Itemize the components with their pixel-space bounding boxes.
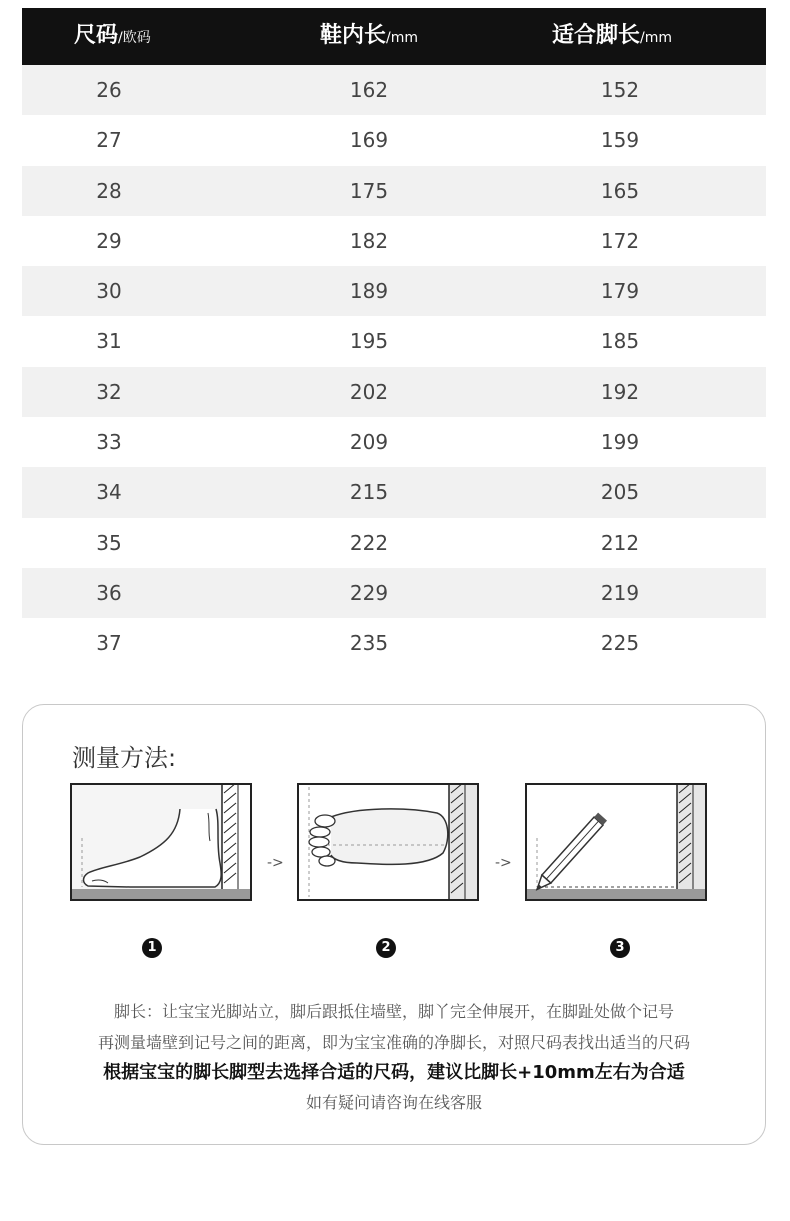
size-chart-table — [22, 8, 766, 656]
cell-size: 34 — [96, 480, 122, 505]
cell-size: 32 — [96, 379, 122, 404]
cell-size: 26 — [96, 78, 122, 102]
table-row — [22, 568, 766, 618]
table-row — [22, 316, 766, 366]
cell-inner-length: 222 — [349, 530, 389, 555]
measure-method-panel — [22, 704, 766, 1145]
step-3-illustration — [525, 783, 707, 901]
cell-foot-length: 179 — [600, 279, 640, 304]
cell-size: 35 — [96, 530, 122, 555]
cell-inner-length: 189 — [349, 279, 389, 304]
step-number-2: 2 — [376, 938, 396, 958]
arrow-2: -> — [495, 855, 512, 871]
cell-size: 30 — [96, 279, 122, 304]
table-row — [22, 65, 766, 115]
cell-foot-length: 212 — [600, 530, 640, 555]
cell-inner-length: 169 — [349, 128, 389, 153]
cell-inner-length: 182 — [349, 228, 389, 253]
cell-size: 28 — [96, 178, 122, 203]
cell-size: 27 — [96, 128, 122, 153]
table-body — [22, 65, 766, 669]
header-foot-length: 适合脚长/mm — [552, 22, 673, 48]
table-row — [22, 417, 766, 467]
step-number-1: 1 — [142, 938, 162, 958]
measure-title: 测量方法: — [72, 744, 177, 772]
cell-foot-length: 199 — [600, 430, 640, 455]
cell-foot-length: 225 — [600, 631, 640, 656]
table-row — [22, 467, 766, 517]
step-1-illustration — [70, 783, 252, 901]
measure-instruction-line-2: 再测量墙壁到记号之间的距离，即为宝宝准确的净脚长，对照尺码表找出适当的尺码 — [97, 1033, 690, 1052]
table-row — [22, 518, 766, 568]
measure-instruction-line-1: 脚长：让宝宝光脚站立，脚后跟抵住墙壁，脚丫完全伸展开，在脚趾处做个记号 — [113, 1002, 674, 1021]
table-row — [22, 266, 766, 316]
cell-foot-length: 159 — [600, 128, 640, 153]
cell-size: 31 — [96, 329, 122, 354]
table-row — [22, 115, 766, 165]
cell-size: 36 — [96, 580, 122, 605]
cell-inner-length: 209 — [349, 430, 389, 455]
cell-foot-length: 219 — [600, 580, 640, 605]
cell-inner-length: 162 — [349, 78, 389, 102]
cell-inner-length: 195 — [349, 329, 389, 354]
step-number-3: 3 — [610, 938, 630, 958]
arrow-1: -> — [267, 855, 284, 871]
table-row — [22, 216, 766, 266]
cell-foot-length: 205 — [600, 480, 640, 505]
cell-size: 29 — [96, 228, 122, 253]
cell-inner-length: 229 — [349, 580, 389, 605]
cell-inner-length: 202 — [349, 379, 389, 404]
header-inner-length: 鞋内长/mm — [320, 22, 419, 48]
cell-foot-length: 185 — [600, 329, 640, 354]
cell-size: 33 — [96, 430, 122, 455]
cell-foot-length: 152 — [600, 78, 640, 102]
cell-foot-length: 192 — [600, 379, 640, 404]
table-header — [22, 8, 766, 65]
cell-inner-length: 215 — [349, 480, 389, 505]
cell-foot-length: 172 — [600, 228, 640, 253]
contact-service-note: 如有疑问请咨询在线客服 — [305, 1093, 482, 1112]
cell-inner-length: 235 — [349, 631, 389, 656]
table-row — [22, 367, 766, 417]
table-row — [22, 166, 766, 216]
foot-side-wall-icon — [70, 783, 252, 901]
pencil-mark-icon — [525, 783, 707, 901]
cell-inner-length: 175 — [349, 178, 389, 203]
table-row — [22, 618, 766, 668]
size-recommendation: 根据宝宝的脚长脚型去选择合适的尺码，建议比脚长+10mm左右为合适 — [103, 1062, 685, 1083]
foot-top-wall-icon — [297, 783, 479, 901]
cell-size: 37 — [96, 631, 122, 656]
header-size: 尺码/欧码 — [74, 22, 151, 48]
step-2-illustration — [297, 783, 479, 901]
cell-foot-length: 165 — [600, 178, 640, 203]
